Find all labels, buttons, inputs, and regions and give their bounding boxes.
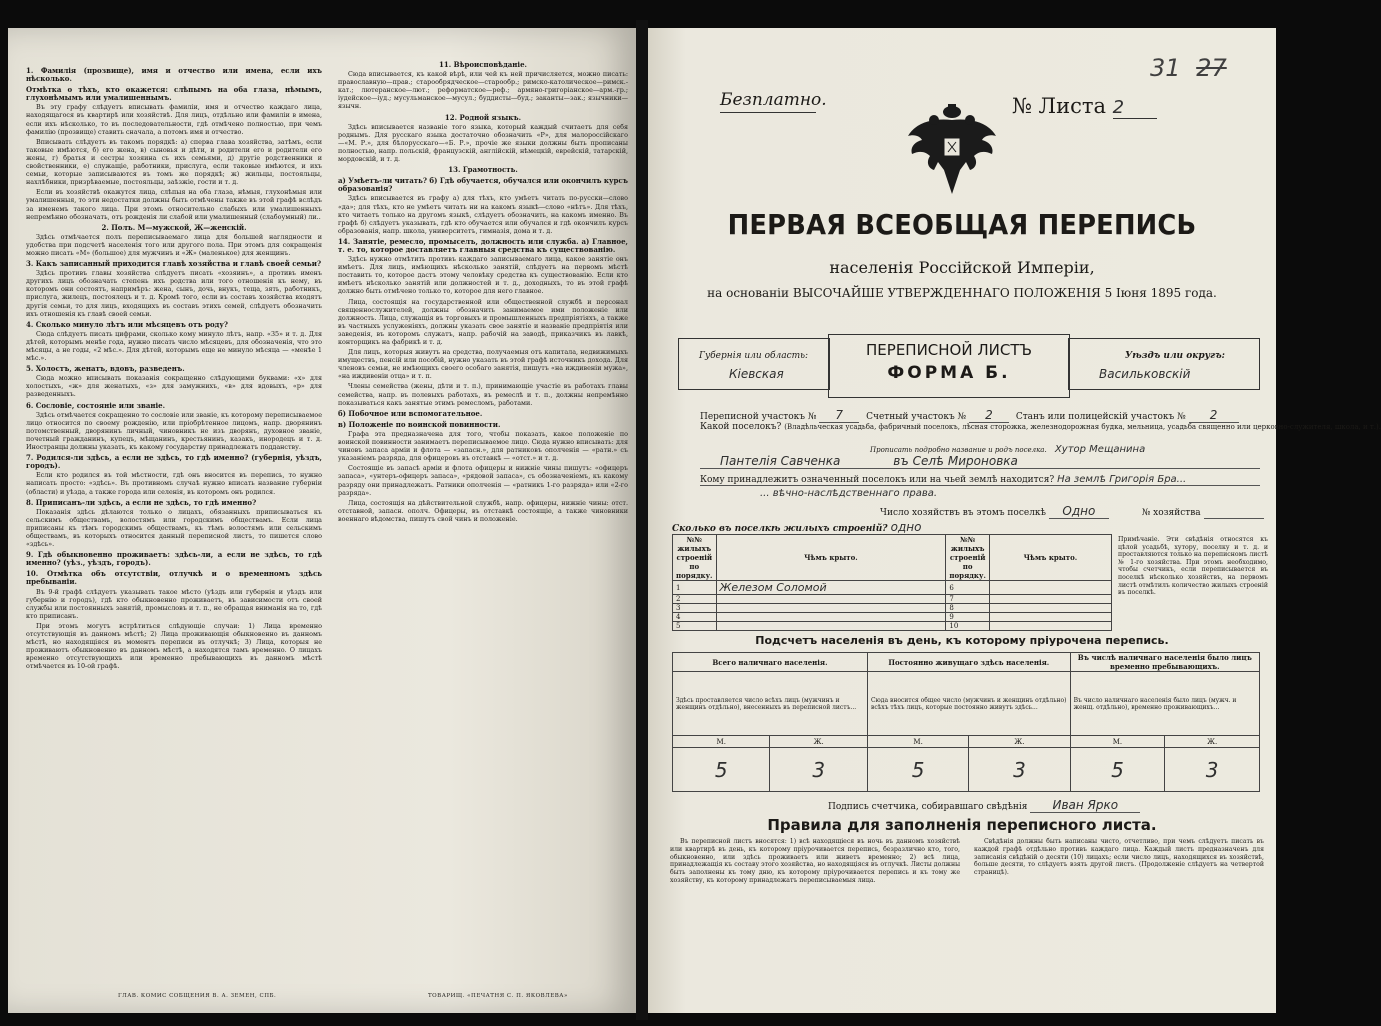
- instruction-paragraph: Здѣсь вписывается названіе того языка, который каждый считаетъ для себя роднымъ. Для русскаго языка достаточно обозначить «Р», для малороссійскаго—«М. Р.», для бѣлорусскаго—«Б. Р.», прочіе же языки должны быть прописаны полностью, напр. польскій, французскій, англійскій, нѣмецкій, еврейскій, татарскій, мордовскій, и т. д.: [338, 122, 628, 164]
- owner-row-2: [700, 488, 1260, 499]
- district-value[interactable]: Васильковскій: [1099, 367, 1191, 381]
- rules-title: Правила для заполненія переписного листа.: [767, 816, 1157, 834]
- census-district-row: [700, 408, 1239, 423]
- rules-text-1: Въ переписной листъ вносятся: 1) всѣ находящіеся въ ночь въ данномъ хозяйствѣ или квартирѣ въ день, къ которому пріурочивается перепись, безразлично кто, того, обыкновенно, или здѣсь проживаетъ или живетъ временно; 2) всѣ лица, принадлежащія къ составу этого хозяйства, но находящіяся въ отлучкѣ. Листы должны быть заполнены къ тому дню, къ которому пріурочивается перепись и къ тому же хозяйству, къ которому принадлежатъ переписываемыя лица.: [670, 838, 960, 884]
- instructions-column-1: [26, 64, 322, 672]
- rules-text-2: Свѣдѣнія должны быть написаны чисто, отчетливо, при чемъ слѣдуетъ писать въ каждой графѣ отдѣльно противъ каждаго лица. Каждый листъ предназначенъ для записанія свѣдѣній о десяти (10) лицахъ; если число лицъ, находящихся въ хозяйствѣ, больше десяти, то слѣдуетъ взять другой листъ. (Продолженіе слѣдуетъ на четвертой страницѣ).: [974, 838, 1264, 877]
- instruction-paragraph: Вписывать слѣдуетъ въ такомъ порядкѣ: а) сперва глава хозяйства, затѣмъ, если таковые имѣются, б) его жена, в) сыновья и дѣти, и родители его и родители его жены, г) братья и сестры хозяина съ ихъ семьями, д) другіе родственники и свойственники, е) служащіе, работники, прислуга, если таковые имѣются, и ихъ семьи, которые записываются въ томъ же порядкѣ; ж) жильцы, постояльцы, нахлѣбники, призрѣваемые, постояльцы, заѣзжіе, гости и т. д.: [26, 137, 322, 187]
- instruction-paragraph: Для лицъ, которыя живутъ на средства, получаемыя отъ капитала, недвижимыхъ имуществъ, пенсій или пособій, нужно указать въ этой графѣ источникъ дохода. Для членовъ семьи, не имѣющихъ своего особаго занятія, пишутъ «на иждивеніи мужа», «на иждивеніи отца» и т. п.: [338, 348, 628, 381]
- rules-column-2: [974, 838, 1264, 879]
- settlement-value-b[interactable]: Пантелія Савченка: [720, 454, 841, 468]
- building-row-number: 4: [673, 613, 717, 622]
- footer-right-imprint: ТОВАРИЩ. «ПЕЧАТНЯ С. П. ЯКОВЛЕВА»: [428, 993, 568, 999]
- instruction-paragraph: Сюда можно вписывать показанія сокращенно слѣдующими буквами: «х» для холостыхъ, «ж» для женатыхъ, «з» для замужнихъ, «в» для вдовыхъ, «р» для разведенныхъ.: [26, 374, 322, 399]
- instruction-heading: 8. Приписанъ-ли здѣсь, а если не здѣсь, то гдѣ именно?: [26, 497, 257, 507]
- summary-descr: Сюда вносится общее число (мужчинъ и женщинъ отдѣльно) всѣхъ тѣхъ лицъ, которые постоянно живутъ здѣсь...: [867, 672, 1070, 736]
- instruction-heading: 5. Холостъ, женатъ, вдовъ, разведенъ.: [26, 364, 185, 374]
- instruction-heading: 3. Какъ записанный приходится главѣ хозяйства и главѣ своей семьи?: [26, 259, 322, 269]
- owner-value[interactable]: На землѣ Григорія Бра...: [1057, 474, 1187, 485]
- summary-zh-label: Ж.: [969, 736, 1070, 748]
- instruction-heading: 10. Отмѣтка объ отсутствіи, отлучкѣ и о временномъ здѣсь пребываніи.: [26, 569, 322, 587]
- footer-left-imprint: ГЛАВ. КОМИС СОБЩЕНИЯ В. А. ЗЕМЕН, СПБ.: [118, 993, 277, 999]
- summary-descr: Въ число наличнаго населенія было лицъ (мужч. и женщ. отдѣльно), временно проживающихъ...: [1070, 672, 1259, 736]
- settlement-label: Какой поселокъ?: [700, 422, 782, 432]
- document-legal-basis: на основаніи ВЫСОЧАЙШЕ УТВЕРЖДЕННАГО ПОЛОЖЕНІЯ 5 Іюня 1895 года.: [707, 286, 1217, 300]
- document-subtitle: населенія Россійской Имперіи,: [829, 258, 1095, 277]
- count-district-value[interactable]: 2: [969, 408, 1009, 423]
- household-number-label: № хозяйства: [1141, 508, 1201, 518]
- instruction-heading: а) Умѣетъ-ли читать? б) Гдѣ обучается, обучался или окончилъ курсъ образованія?: [338, 176, 628, 194]
- sheet-number-value[interactable]: 2: [1113, 97, 1157, 119]
- summary-title: Подсчетъ населенія въ день, къ которому пріурочена перепись.: [755, 634, 1169, 647]
- summary-m-label: М.: [673, 736, 770, 748]
- summary-total-zh[interactable]: 3: [770, 748, 867, 792]
- rules-column-1: [670, 838, 960, 887]
- settlement-value-row: [700, 454, 1260, 469]
- instruction-heading: в) Положеніе по воинской повинности.: [338, 419, 501, 429]
- owner-value-2[interactable]: ... вѣчно-наслѣдственнаго права.: [760, 488, 938, 499]
- right-page: [648, 28, 1381, 1013]
- signature-value[interactable]: Иван Ярко: [1030, 798, 1140, 813]
- buildings-col-roof-2: Чѣмъ крыто.: [989, 535, 1111, 581]
- instruction-heading: 6. Сословіе, состояніе или званіе.: [26, 400, 166, 410]
- signature-label: Подпись счетчика, собиравшаго свѣдѣнія: [828, 802, 1028, 812]
- instructions-column-2: [338, 58, 628, 525]
- summary-m-label: М.: [867, 736, 968, 748]
- settlement-row: [700, 422, 1381, 432]
- free-underline: [720, 112, 816, 113]
- buildings-note: Примѣчаніе. Эти свѣдѣнія относятся къ цѣлой усадьбѣ, хутору, поселку и т. д. и проставляются только на переписномъ листѣ № 1-го хозяйства. При этомъ необходимо, чтобы счетчикъ, если переписывается въ поселкѣ нѣсколько хозяйствъ, на первомъ листѣ отмѣтилъ количество жилыхъ строеній въ поселкѣ.: [1118, 536, 1268, 597]
- census-district-label: Переписной участокъ №: [700, 412, 817, 422]
- owner-row: [700, 474, 1260, 486]
- building-row-number: 7: [946, 595, 990, 604]
- instruction-paragraph: Лица, состоящія на государственной или общественной службѣ и персонал священнослужителей, должны обозначить занимаемое ими положеніе или должность. Лица, служащія въ торговыхъ и промышленныхъ предпріятіяхъ, а также въ частныхъ услуженіяхъ, должны указать свое занятіе и названіе предпріятія или заведенія, въ которомъ служатъ, напр. рабочій на заводѣ, приказчикъ въ лавкѣ, конторщикъ на фабрикѣ и т. д.: [338, 297, 628, 346]
- page-number-struck: 27: [1196, 54, 1227, 82]
- stan-value[interactable]: 2: [1189, 408, 1239, 423]
- instruction-paragraph: Въ 9-й графѣ слѣдуетъ указывать такое мѣсто (уѣздъ или губернія и уѣздъ или губернію и городъ), гдѣ кто обыкновенно проживаетъ, въ зависимости отъ своей службы или постоянныхъ занятій, промысловъ и т. п., не обращая вниманія на то, гдѣ кто приписанъ.: [26, 587, 322, 620]
- buildings-col-number-2: №№ жилыхъ строеній по порядку.: [946, 535, 990, 581]
- instruction-paragraph: Сюда слѣдуетъ писать цифрами, сколько кому минуло лѣтъ, напр. «35» и т. д. Для дѣтей, которымъ менѣе года, нужно писать число мѣсяцевъ, для обозначенія, что это мѣсяцы, а не годы, «2 мѣс.». Для дѣтей, которымъ еще не минуло мѣсяца — «менѣе 1 мѣс.».: [26, 329, 322, 363]
- buildings-value[interactable]: одно: [891, 520, 941, 535]
- summary-total-m[interactable]: 5: [673, 748, 770, 792]
- instruction-heading: Отмѣтка о тѣхъ, кто окажется: слѣпымъ на оба глаза, нѣмымъ, глухонѣмымъ или умалишеннымъ.: [26, 85, 322, 103]
- sheet-number-label: № Листа: [1012, 94, 1106, 118]
- instruction-paragraph: Если въ хозяйствѣ окажутся лица, слѣпыя на оба глаза, нѣмыя, глухонѣмыя или умалишенныя, то эти недостатки должны быть отмѣчены также въ этой графѣ вслѣдъ за именемъ такого лица. При этомъ относительно слабыхъ или умалишенныхъ непремѣнно обозначать, отъ рожденія ли слабой или умалишенный (слабоумный) ли..: [26, 188, 322, 221]
- households-value[interactable]: Одно: [1049, 504, 1109, 519]
- instruction-paragraph: Члены семейства (жены, дѣти и т. п.), принимающіе участіе въ работахъ главы семейства, напр. въ полевыхъ работахъ, въ ремеслѣ и т. п., должны непремѣнно показываться какъ занятые этимъ ремесломъ, работами.: [338, 382, 628, 407]
- settlement-hint: (Владѣльческая усадьба, фабричный поселокъ, лѣсная сторожка, железнодорожная будка, мельница, усадьба священно или церковно-служителя, школа, и т.).: [784, 423, 1381, 431]
- building-row-number: 6: [946, 581, 990, 595]
- building-row-number: 3: [673, 604, 717, 613]
- instruction-heading: 12. Родной языкъ.: [444, 112, 522, 122]
- instruction-heading: 14. Занятіе, ремесло, промыселъ, должность или служба. а) Главное, т. е. то, которое доставляетъ главныя средства къ существованію.: [338, 236, 628, 254]
- district-label: Уѣздъ или округъ:: [1125, 351, 1225, 361]
- instruction-heading: 13. Грамотность.: [448, 165, 518, 175]
- district-box: [1068, 338, 1260, 390]
- instruction-paragraph: При этомъ могутъ встрѣтиться слѣдующіе случаи: 1) Лица временно отсутствующія въ данномъ мѣстѣ; 2) Лица проживающія обыкновенно въ данномъ мѣстѣ, но находящіяся въ моментъ переписи въ отлучкѣ; 3) Лица, которыя не проживаютъ обыкновенно въ данномъ мѣстѣ, а находятся тамъ временно. О лицахъ временно отсутствующихъ или временно пребывающихъ въ данномъ мѣстѣ отмѣчается въ 10-ой графѣ.: [26, 621, 322, 671]
- instruction-heading: 7. Родился-ли здѣсь, а если не здѣсь, то гдѣ именно? (губернія, уѣздъ, городъ).: [26, 453, 322, 471]
- instruction-heading: б) Побочное или вспомогательное.: [338, 408, 483, 418]
- instruction-heading: 4. Сколько минуло лѣтъ или мѣсяцевъ отъ роду?: [26, 319, 228, 329]
- form-title: ПЕРЕПИСНОЙ ЛИСТЪ: [866, 341, 1032, 359]
- instruction-heading: 11. Вѣроисповѣданіе.: [439, 60, 527, 69]
- instruction-paragraph: Состоящіе въ запасѣ арміи и флота офицеры и нижніе чины пишутъ: «офицеръ запаса», «унтеръ-офицеръ запаса», «рядовой запаса», съ обозначеніемъ, къ какому разряду они принадлежатъ. Ратники ополченія — «ратникъ 1-го разряда» или «2-го разряда».: [338, 464, 628, 497]
- settlement-value-a[interactable]: Хутор Мещанина: [1054, 444, 1146, 455]
- building-row-number: 10: [946, 622, 990, 631]
- settlement-value-c[interactable]: въ Селѣ Мироновка: [893, 454, 1018, 468]
- instruction-paragraph: Въ эту графу слѣдуетъ вписывать фамиліи, имя и отчество каждаго лица, находящагося въ квартирѣ или хозяйствѣ. Для лицъ, отдѣльно или фамиліи в имена, если ихъ нѣсколько, то въ последовательности, гдѣ отмѣчено полностью, при чемъ фамилію (прозвище) ставить сначала, а потомъ имя и отчество.: [26, 103, 322, 136]
- signature-row: [828, 798, 1140, 813]
- summary-permanent-m[interactable]: 5: [867, 748, 968, 792]
- sheet-number: [1012, 94, 1157, 119]
- building-row-number: 1: [673, 581, 717, 595]
- instruction-paragraph: Здѣсь отмѣчается полъ переписываемаго лица для большей наглядности и удобства при подсчетѣ населенія того или другого пола. При этомъ для сокращенія можно писать «М» (большое) для мужчинъ и «Ж» (маленькое) для женщинъ.: [26, 232, 322, 257]
- stan-label: Станъ или полицейскій участокъ №: [1015, 412, 1186, 422]
- buildings-table: [672, 534, 1112, 631]
- summary-table: [672, 652, 1260, 792]
- summary-temporary-zh[interactable]: 3: [1165, 748, 1260, 792]
- free-label: Безплатно.: [720, 90, 827, 110]
- book-spine: [636, 20, 648, 1020]
- summary-temporary-m[interactable]: 5: [1070, 748, 1165, 792]
- page-number-value: 31: [1150, 54, 1181, 82]
- summary-m-label: М.: [1070, 736, 1165, 748]
- instruction-paragraph: Лица, состоящія на дѣйствительной службѣ, напр. офицеры, нижніе чины: отст. отставной, запасн. ополч. Офицеры, въ отставкѣ состоящіе, а также чиновники военнаго вѣдомства, пишутъ свой чинъ и положеніе.: [338, 498, 628, 523]
- summary-permanent-zh[interactable]: 3: [969, 748, 1070, 792]
- instruction-heading: 1. Фамилія (прозвище), имя и отчество или имена, если ихъ нѣсколько.: [26, 66, 322, 84]
- buildings-col-roof: Чѣмъ крыто.: [716, 535, 946, 581]
- province-box: [678, 338, 830, 390]
- settlement-hint-2: Прописать подробно название и родъ поселка.: [870, 446, 1047, 454]
- summary-zh-label: Ж.: [1165, 736, 1260, 748]
- summary-zh-label: Ж.: [770, 736, 867, 748]
- page-number: [1150, 54, 1227, 82]
- province-value[interactable]: Кіевская: [729, 367, 784, 381]
- form-subtitle: ФОРМА Б.: [887, 363, 1011, 383]
- province-label: Губернія или область:: [699, 351, 809, 361]
- instruction-paragraph: Графа эта предназначена для того, чтобы показать, какое положеніе по воинской повинности занимаетъ переписываемое лицо. Сюда нужно вписывать: для чиновъ запаса арміи и флота — «запасн.», для ратниковъ ополченія — «ратн.» съ указаніемъ разряда, для офицеровъ въ отставкѣ — «отст.» и т. д.: [338, 429, 628, 463]
- building-row-number: 2: [673, 595, 717, 604]
- instruction-paragraph: Здѣсь противъ главы хозяйства слѣдуетъ писать «хозяинъ», а противъ именъ другихъ лицъ обозначать степень ихъ родства или того отношенія къ нему, въ которомъ они состоятъ, напримѣръ: жена, сынъ, дочь, внукъ, теща, зять, работникъ, прислуга, жилецъ, постоялецъ и т. д. Кромѣ того, если въ составъ хозяйства входятъ другія семьи, то для лицъ, входящихъ въ составъ этихъ семей, слѣдуетъ обозначить ихъ отношенія къ главѣ своей семьи.: [26, 269, 322, 318]
- instruction-paragraph: Если кто родился въ той мѣстности, гдѣ онъ вносится въ перепись, то нужно написать просто: «здѣсь». Въ противномъ случаѣ нужно вписать название губерніи (области) и уѣзда, а также города или селенія, въ которомъ онъ родился.: [26, 471, 322, 496]
- instruction-paragraph: Здѣсь нужно отмѣтить противъ каждаго записываемаго лица, какое занятіе онъ имѣетъ. Для лицъ, имѣющихъ нѣсколько занятій, слѣдуетъ на первомъ мѣстѣ поставить то, которое дастъ этому человѣку средства къ существованію. Если кто имѣетъ нѣсколько занятій или должностей и т. д., доходныхъ, то въ этой графѣ должно быть отмѣчено только то, которое для него главное.: [338, 255, 628, 296]
- double-headed-eagle-emblem: [904, 100, 1000, 200]
- instruction-paragraph: Показанія здѣсь дѣлаются только о лицахъ, обязанныхъ приписываться къ сельскимъ обществамъ, волостямъ или городскимъ обществамъ. Если лица приписаны къ тѣмъ городскимъ обществамъ, къ тѣмъ волостямъ или сельскимъ обществамъ, въ которыхъ относится данный переписной листъ, то пишется слово «здѣсь».: [26, 507, 322, 549]
- instruction-paragraph: Здѣсь вписывается въ графу а) для тѣхъ, кто умѣетъ читать по-русски—слово «да»; для тѣхъ, кто не умѣетъ читать ни на какомъ языкѣ—слово «нѣтъ». Для тѣхъ, кто читаетъ только на другомъ языкѣ, слѣдуетъ обозначить, на какомъ именно. Въ графѣ б) слѣдуетъ указывать, гдѣ кто обучается или обучался и гдѣ окончилъ курсъ образованія, напр. школа, университетъ, гимназія, дома и т. д.: [338, 194, 628, 235]
- summary-header-total: Всего наличнаго населенія.: [673, 653, 868, 672]
- buildings-row: [672, 520, 941, 535]
- summary-header-permanent: Постоянно живущаго здѣсь населенія.: [867, 653, 1070, 672]
- form-title-box: [828, 334, 1070, 398]
- instruction-heading: 9. Гдѣ обыкновенно проживаетъ: здѣсь-ли, а если не здѣсь, то гдѣ именно? (уѣз., уѣздъ, городъ).: [26, 550, 322, 568]
- households-row: [880, 504, 1264, 519]
- instruction-heading: 2. Полъ. М—мужской, Ж—женскій.: [101, 222, 247, 232]
- buildings-label: Сколько въ поселкѣ жилыхъ строеній?: [672, 524, 888, 534]
- count-district-label: Счетный участокъ №: [866, 412, 967, 422]
- households-label: Число хозяйствъ въ этомъ поселкѣ: [880, 508, 1046, 518]
- buildings-col-number: №№ жилыхъ строеній по порядку.: [673, 535, 717, 581]
- owner-label: Кому принадлежитъ означенный поселокъ или на чьей землѣ находится?: [700, 475, 1055, 485]
- summary-header-temporary: Въ числѣ наличнаго населенія было лицъ временно пребывающихъ.: [1070, 653, 1259, 672]
- building-row-number: 8: [946, 604, 990, 613]
- summary-descr: Здѣсь проставляется число всѣхъ лицъ (мужчинъ и женщинъ отдѣльно), внесенныхъ въ переписной листъ...: [673, 672, 868, 736]
- instruction-paragraph: Сюда вписывается, къ какой вѣрѣ, или чей къ ней причисляется, можно писать: православную—прав.; старообрядческое—старообр.; римско-католическое—римск.-кат.; лютеранское—лют.; реформатское—реф.; армяно-григоріанское—арм.-гр.; іудейское—іуд.; мусульманское—мусул.; буддисты—буд.; заканты—зак.; язычники—язычн.: [338, 70, 628, 111]
- building-roof-value[interactable]: Железом Соломой: [716, 581, 946, 595]
- instruction-paragraph: Здѣсь отмѣчается сокращенно то сословіе или званіе, къ которому переписываемое лицо относится по своему рожденію, или пріобрѣтенное лицомъ, напр. дворянинъ потомственный, дворянинъ личный, чиновникъ не изъ дворянъ, духовное званіе, почетный гражданинъ, купецъ, мѣщанинъ, крестьянинъ, казакъ, инородецъ и т. д. Иностранцы должны указать, къ какому государству принадлежатъ подданству.: [26, 410, 322, 452]
- building-row-number: 9: [946, 613, 990, 622]
- census-district-value[interactable]: 7: [819, 408, 859, 423]
- building-row-number: 5: [673, 622, 717, 631]
- left-page: [8, 28, 636, 1013]
- document-title: ПЕРВАЯ ВСЕОБЩАЯ ПЕРЕПИСЬ: [727, 208, 1197, 241]
